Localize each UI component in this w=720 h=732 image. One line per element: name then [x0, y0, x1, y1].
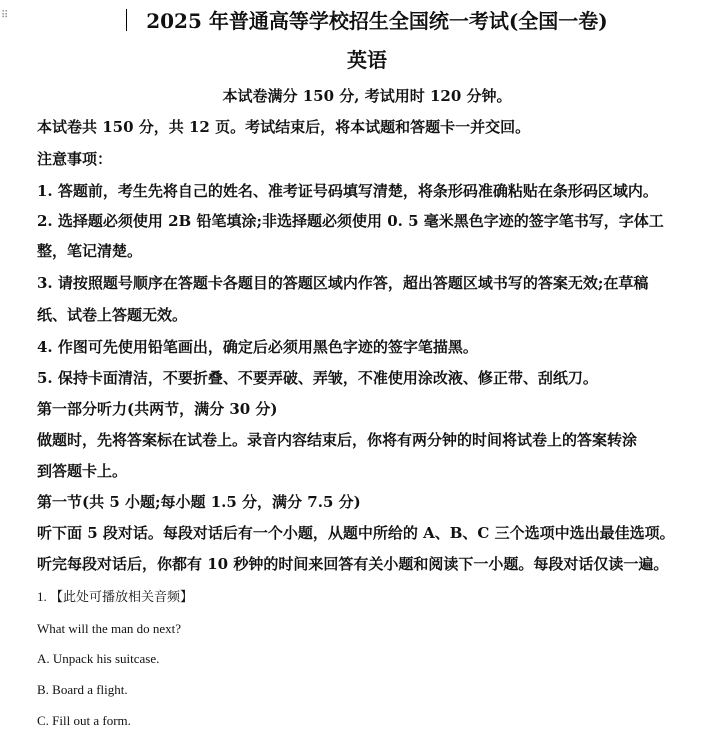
notice-item: 纸、试卷上答题无效。 — [37, 306, 188, 324]
notice-item: 2. 选择题必须使用 2B 铅笔填涂;非选择题必须使用 0. 5 毫米黑色字迹的签字笔书写，字体工 — [37, 212, 664, 230]
notice-item: 1. 答题前，考生先将自己的姓名、准考证号码填写清楚，将条形码准确粘贴在条形码区域内。 — [37, 182, 658, 200]
section1-instruction: 听下面 5 段对话。每段对话后有一个小题，从题中所给的 A、B、C 三个选项中选出最佳选项。 — [37, 524, 675, 542]
section1-heading: 第一节(共 5 小题;每小题 1.5 分，满分 7.5 分) — [37, 493, 361, 511]
question-stem: What will the man do next? — [37, 621, 182, 636]
drag-handle-icon[interactable]: ⠿ — [1, 10, 9, 21]
notice-heading: 注意事项： — [37, 150, 113, 168]
notice-item: 5. 保持卡面清洁，不要折叠、不要弄破、弄皱，不准使用涂改液、修正带、刮纸刀。 — [37, 369, 598, 387]
notice-item: 整，笔记清楚。 — [37, 242, 143, 260]
exam-subject: 英语 — [347, 48, 387, 72]
exam-title: 2025 年普通高等学校招生全国统一考试(全国一卷) — [146, 9, 608, 33]
pages-line: 本试卷共 150 分，共 12 页。考试结束后，将本试题和答题卡一并交回。 — [37, 118, 531, 136]
part1-instruction: 到答题卡上。 — [37, 462, 128, 480]
part1-instruction: 做题时，先将答案标在试卷上。录音内容结束后，你将有两分钟的时间将试卷上的答案转涂 — [37, 431, 638, 449]
option-a[interactable]: A. Unpack his suitcase. — [37, 651, 160, 666]
section1-instruction: 听完每段对话后，你都有 10 秒钟的时间来回答有关小题和阅读下一小题。每段对话仅读一遍。 — [37, 555, 669, 573]
score-time-line: 本试卷满分 150 分, 考试用时 120 分钟。 — [222, 87, 512, 105]
part1-heading: 第一部分听力(共两节，满分 30 分) — [37, 400, 278, 418]
question-audio-link[interactable]: 1. 【此处可播放相关音频】 — [37, 589, 194, 604]
option-c[interactable]: C. Fill out a form. — [37, 713, 131, 728]
option-b[interactable]: B. Board a flight. — [37, 682, 128, 697]
notice-item: 4. 作图可先使用铅笔画出，确定后必须用黑色字迹的签字笔描黑。 — [37, 338, 478, 356]
notice-item: 3. 请按照题号顺序在答题卡各题目的答题区域内作答，超出答题区域书写的答案无效;在草稿 — [37, 274, 649, 292]
